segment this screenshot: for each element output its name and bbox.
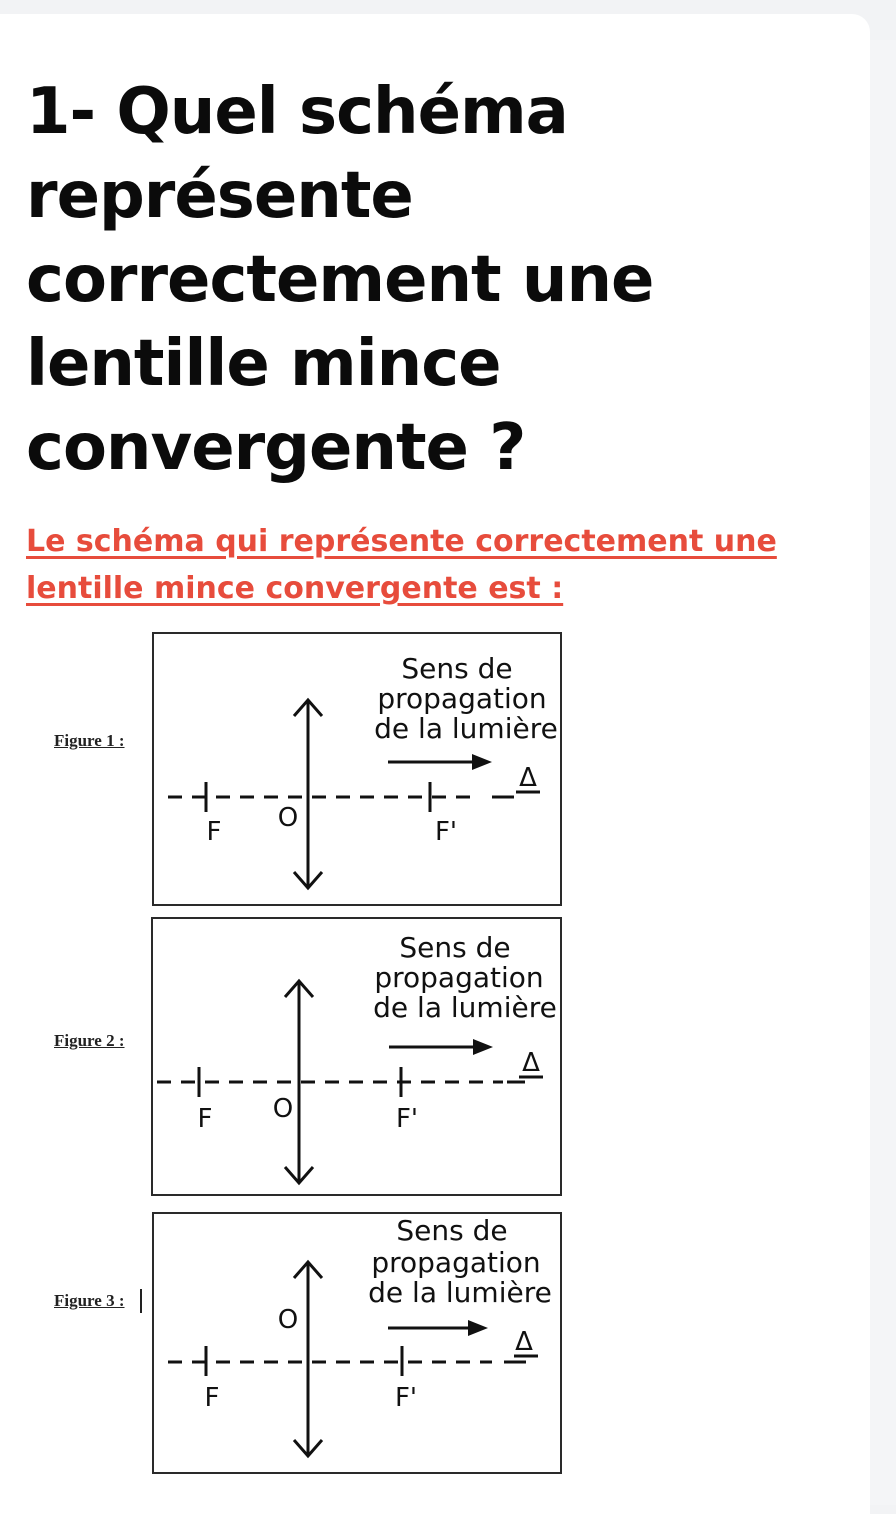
figure-3-label: Figure 3 : [54,1291,125,1310]
figure-2-focus-left-label: F [197,1104,213,1134]
question-title: 1- Quel schéma représente correctement une lentille mince convergente ? [26,75,654,485]
figure-3-caption-line-3: de la lumière [368,1276,552,1309]
figure-1-axis-label: Δ [519,763,537,793]
figure-3-caption-line-1: Sens de [396,1214,508,1247]
figure-2-axis-label: Δ [522,1048,540,1078]
figure-3-diagram [152,1212,562,1474]
figure-2-center-label: O [272,1094,294,1124]
figure-1-label: Figure 1 : [54,731,125,750]
text-cursor [140,1289,142,1313]
figure-3-axis-label: Δ [515,1327,533,1357]
figure-1-focus-left-label: F [206,817,222,847]
figure-2-caption-line-1: Sens de [399,931,511,964]
figure-2-caption-line-3: de la lumière [373,991,557,1024]
figure-1-focus-right-label: F' [434,817,458,847]
figure-2-label: Figure 2 : [54,1031,125,1050]
figure-1-diagram [152,632,562,906]
figure-3-focus-right-label: F' [394,1383,418,1413]
figure-1-caption-line-2: propagation [377,682,547,715]
figure-2-focus-right-label: F' [395,1104,419,1134]
answer-text: Le schéma qui représente correctement une lentille mince convergente est : [26,524,777,606]
page-edge [870,40,896,1505]
figure-3-focus-left-label: F [204,1383,220,1413]
figure-3-caption-line-2: propagation [371,1246,541,1279]
figure-2-caption-line-2: propagation [374,961,544,994]
figure-1-center-label: O [277,803,299,833]
figure-1-caption-line-1: Sens de [401,652,513,685]
figure-2-diagram [151,917,562,1196]
figure-3-center-label: O [277,1305,299,1335]
figure-1-caption-line-3: de la lumière [374,712,558,745]
